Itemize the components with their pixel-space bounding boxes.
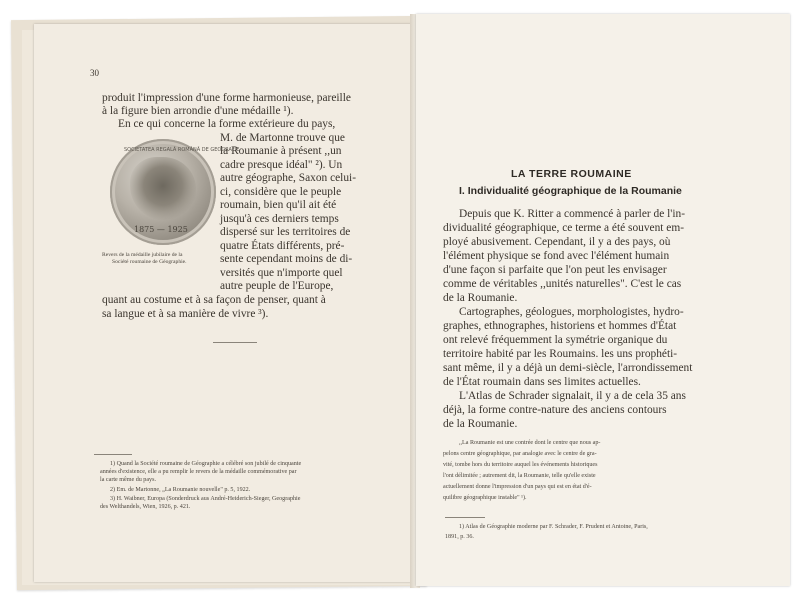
quote-line: l'ont délimitée ; autrement dit, la Roumanie, telle qu'elle existe [443, 473, 596, 479]
quote-line: pelons centre géographique, par analogie avec le centre de gra- [443, 451, 597, 457]
left-line: quatre États différents, pré- [220, 240, 345, 252]
left-footnote: des Welthandels, Wien, 1926, p. 421. [100, 504, 191, 510]
right-line: dividualité géographique, ce terme a été souvent em- [443, 222, 685, 234]
section-heading-text: I. Individualité géographique de la Roumanie [459, 185, 682, 197]
right-footnote: 1) Atlas de Géographie moderne par F. Schrader, F. Prudent et Antoine, Paris, [459, 524, 648, 530]
left-line: versités que n'importe quel [220, 267, 343, 279]
page-number: 30 [90, 68, 99, 78]
right-footnote: 1891, p. 36. [445, 534, 474, 540]
quote-line: actuellement donne l'impression d'un pays qui est en état d'é- [443, 484, 592, 490]
left-line: M. de Martonne trouve que [220, 132, 345, 144]
left-line: jusqu'à ces derniers temps [220, 213, 339, 225]
footnote-rule [94, 454, 132, 455]
left-footnote: années d'existence, elle a pu remplir le revers de la médaille commémorative par [100, 469, 297, 475]
left-line: En ce qui concerne la forme extérieure du pays, [118, 118, 336, 130]
right-line: Depuis que K. Ritter a commencé à parler de l'in- [459, 208, 685, 220]
right-line: d'une façon si parfaite que l'on peut les envisager [443, 264, 667, 276]
right-line: de la Roumanie. [443, 418, 518, 430]
medal-caption: Revers de la médaille jubilaire de la [102, 252, 183, 258]
right-line: de la Roumanie. [443, 292, 518, 304]
quote-line: vité, tombe hors du territoire auquel les événements historiques [443, 462, 598, 468]
left-line: ci, considère que le peuple [220, 186, 342, 198]
left-footnote: 3) H. Waibner, Europa (Sonderdruck aus André-Heiderich-Sieger, Geographie [110, 496, 301, 502]
medal-image [110, 139, 240, 245]
left-footnote: 1) Quand la Société roumaine de Géographie a célébré son jubilé de cinquante [110, 461, 302, 467]
left-line: dispersé sur les territoires de [220, 226, 351, 238]
right-line: de l'État roumain dans ses limites actuelles. [443, 376, 641, 388]
right-line: graphes, ethnographes, historiens et hommes d'État [443, 320, 677, 332]
right-line: déjà, la forme contre-nature des anciens contours [443, 404, 667, 416]
left-line: à la figure bien arrondie d'une médaille ¹). [102, 105, 294, 117]
right-line: l'élément physique se fond avec l'élément humain [443, 250, 670, 262]
left-line: quant au costume et à sa façon de penser, quant à [102, 294, 326, 306]
right-line: Cartographes, géologues, morphologistes, hydro- [459, 306, 684, 318]
right-line: ployé abusivement. Cependant, il y a des pays, où [443, 236, 671, 248]
left-line: la Roumanie à présent ,,un [220, 145, 342, 157]
left-line: sente cependant moins de di- [220, 253, 353, 265]
chapter-title: LA TERRE ROUMAINE [511, 168, 632, 180]
quote-line: ,,La Roumanie est une contrée dont le centre que nous ap- [459, 440, 601, 446]
left-footnote: la carte même du pays. [100, 477, 157, 483]
right-line: ont relevé fréquemment la symétrie organique du [443, 334, 668, 346]
separator-rule [213, 342, 257, 343]
left-line: cadre presque idéal" ²). Un [220, 159, 343, 171]
right-line: comme de véritables ,,unités naturelles". C'est le cas [443, 278, 682, 290]
quote-line: quilibre géographique instable" ¹). [443, 495, 527, 501]
left-line: roumain, bien qu'il ait été [220, 199, 337, 211]
left-footnote: 2) Em. de Martonne, „La Roumanie nouvelle" p. 5, 1922. [110, 487, 251, 493]
left-line: sa langue et à sa manière de vivre ³). [102, 308, 269, 320]
medal-map [130, 157, 196, 221]
left-line: autre peuple de l'Europe, [220, 280, 334, 292]
right-line: territoire habité par les Roumains. les uns prophéti- [443, 348, 678, 360]
medal-caption: Société roumaine de Géographie. [112, 259, 187, 265]
right-line: sant même, il y a déjà un demi-siècle, l'arrondissement [443, 362, 693, 374]
left-line: autre géographe, Saxon celui- [220, 172, 356, 184]
left-line: produit l'impression d'une forme harmonieuse, pareille [102, 92, 351, 104]
right-line: L'Atlas de Schrader signalait, il y a de cela 35 ans [459, 390, 686, 402]
footnote-rule [445, 517, 485, 518]
medal-inscription: SOCIETATEA REGALĂ ROMÂNĂ DE GEOGRAFIE [124, 147, 240, 153]
medal-years: 1875 — 1925 [134, 225, 188, 234]
section-heading [459, 185, 682, 197]
